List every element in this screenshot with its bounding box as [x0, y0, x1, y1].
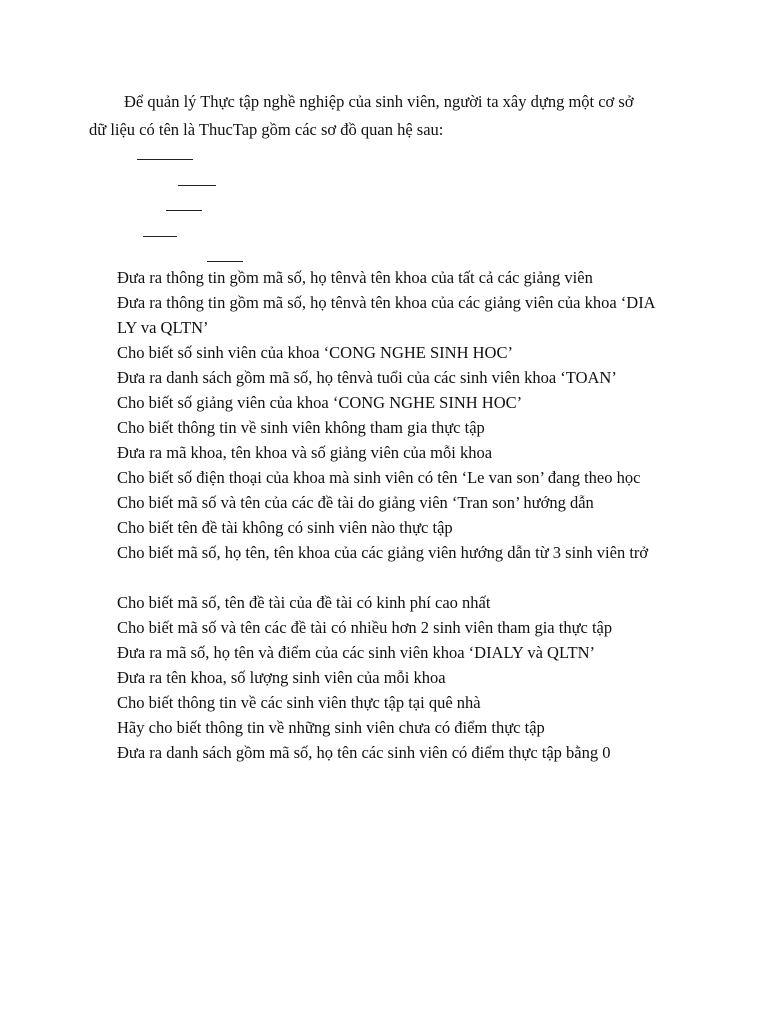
question-item: Cho biết mã số, tên đề tài của đề tài có kinh phí cao nhất: [117, 593, 491, 612]
schema-blank-line-2: [178, 185, 216, 186]
question-item: Đưa ra mã số, họ tên và điểm của các sinh viên khoa ‘DIALY và QLTN’: [117, 643, 596, 662]
question-item: Cho biết mã số, họ tên, tên khoa của các giảng viên hướng dẫn từ 3 sinh viên trở: [117, 543, 649, 562]
question-item: Cho biết thông tin về các sinh viên thực tập tại quê nhà: [117, 693, 481, 712]
question-item: Cho biết tên đề tài không có sinh viên nào thực tập: [117, 518, 453, 537]
question-item: Cho biết mã số và tên của các đề tài do giảng viên ‘Tran son’ hướng dẫn: [117, 493, 594, 512]
question-item: Cho biết thông tin về sinh viên không tham gia thực tập: [117, 418, 485, 437]
question-item: Cho biết số giảng viên của khoa ‘CONG NGHE SINH HOC’: [117, 393, 523, 412]
question-item: Cho biết mã số và tên các đề tài có nhiều hơn 2 sinh viên tham gia thực tập: [117, 618, 613, 637]
question-item: Cho biết số điện thoại của khoa mà sinh viên có tên ‘Le van son’ đang theo học: [117, 468, 641, 487]
question-item: Đưa ra mã khoa, tên khoa và số giảng viên của mỗi khoa: [117, 443, 493, 462]
schema-blank-line-4: [143, 236, 177, 237]
schema-blank-line-3: [166, 210, 202, 211]
question-item: Đưa ra tên khoa, số lượng sinh viên của mỗi khoa: [117, 668, 446, 687]
schema-blank-line-5: [207, 261, 243, 262]
question-item-continuation: LY va QLTN’: [117, 318, 209, 337]
question-item: Cho biết số sinh viên của khoa ‘CONG NGHE SINH HOC’: [117, 343, 513, 362]
question-item: Đưa ra danh sách gồm mã số, họ tên các sinh viên có điểm thực tập bằng 0: [117, 743, 611, 762]
intro-line-2: dữ liệu có tên là ThucTap gồm các sơ đồ quan hệ sau:: [89, 120, 444, 139]
question-item: Hãy cho biết thông tin về những sinh viên chưa có điểm thực tập: [117, 718, 545, 737]
question-item: Đưa ra danh sách gồm mã số, họ tênvà tuổi của các sinh viên khoa ‘TOAN’: [117, 368, 617, 387]
question-item: Đưa ra thông tin gồm mã số, họ tênvà tên khoa của các giảng viên của khoa ‘DIA: [117, 293, 656, 312]
intro-line-1: Để quản lý Thực tập nghề nghiệp của sinh viên, người ta xây dựng một cơ sở: [124, 92, 634, 111]
schema-blank-line-1: [137, 159, 193, 160]
question-item: Đưa ra thông tin gồm mã số, họ tênvà tên khoa của tất cả các giảng viên: [117, 268, 593, 287]
